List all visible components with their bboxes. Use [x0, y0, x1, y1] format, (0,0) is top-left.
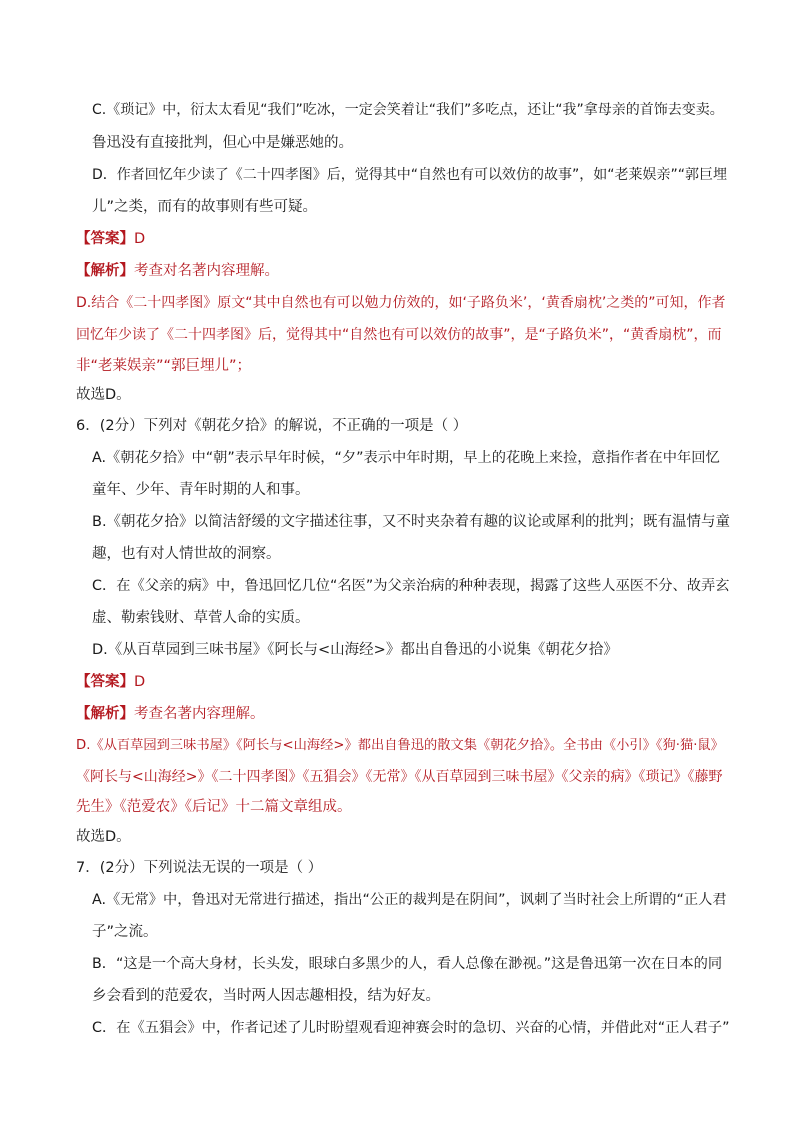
q6-option-b-line2: 趣，也有对人情世故的洞察。	[92, 546, 281, 562]
answer-tag: 【答案】	[76, 231, 134, 247]
q5-answer	[76, 229, 145, 249]
q5-explanation-line2: 回忆年少读了《二十四孝图》后，觉得其中“自然也有可以效仿的故事”，是“子路负米”，“黄香扇枕”，而	[76, 327, 722, 343]
q6-option-c-line2: 虚、勒索钱财、草菅人命的实质。	[92, 610, 310, 626]
q6-option-b-line1: B.《朝花夕拾》以简洁舒缓的文字描述往事，又不时夹杂着有趣的议论或犀利的批判；既有温情与童	[92, 514, 731, 530]
q5-option-c-line2: 鲁迅没有直接批判，但心中是嫌恶她的。	[92, 135, 353, 151]
q5-option-c-line1: C.《琐记》中，衍太太看见“我们”吃冰，一定会笑着让“我们”多吃点，还让“我”拿母亲的首饰去变卖。	[92, 102, 724, 118]
q7-option-b-line2: 乡会看到的范爱农，当时两人因志趣相投，结为好友。	[92, 988, 440, 1004]
q5-explanation-line1: D.结合《二十四孝图》原文“其中自然也有可以勉力仿效的，如‘子路负米’，‘黄香扇枕’之类的”可知，作者	[76, 295, 726, 311]
answer-tag: 【答案】	[76, 674, 134, 690]
answer-value: D	[134, 674, 146, 690]
q6-explanation-line2: 《阿长与<山海经>》《二十四孝图》《五猖会》《无常》《从百草园到三味书屋》《父亲的病》《琐记》《藤野	[76, 769, 723, 785]
analysis-tag: 【解析】	[76, 263, 134, 279]
q7-option-a-line1: A.《无常》中，鲁迅对无常进行描述，指出“公正的裁判是在阴间”，讽刺了当时社会上所谓的“正人君	[92, 892, 727, 908]
q6-analysis	[76, 704, 265, 724]
q6-stem: 6．(2分）下列对《朝花夕拾》的解说，不正确的一项是（ ）	[76, 418, 468, 434]
q6-option-a-line2: 童年、少年、青年时期的人和事。	[92, 482, 310, 498]
q6-explanation-line1: D.《从百草园到三味书屋》《阿长与<山海经>》都出自鲁迅的散文集《朝花夕拾》。全书由《小引》《狗·猫·鼠》	[76, 738, 724, 753]
q7-option-b-line1: B．“这是一个高大身材，长头发，眼球白多黑少的人，看人总像在渺视。”这是鲁迅第一次在日本的同	[92, 956, 723, 972]
q5-explanation-line3: 非“老莱娱亲”“郭巨埋儿”；	[76, 358, 252, 374]
q7-stem: 7．(2分）下列说法无误的一项是（ ）	[76, 860, 323, 876]
q6-explanation-line3: 先生》《范爱农》《后记》十二篇文章组成。	[76, 799, 352, 815]
q6-conclusion: 故选D。	[76, 829, 131, 845]
analysis-text: 考查对名著内容理解。	[134, 263, 279, 279]
q5-conclusion: 故选D。	[76, 387, 131, 403]
q5-option-d-line1: D．作者回忆年少读了《二十四孝图》后，觉得其中“自然也有可以效仿的故事”，如“老莱娱亲”“郭巨埋	[92, 167, 728, 183]
q6-answer	[76, 672, 145, 692]
analysis-tag: 【解析】	[76, 706, 134, 722]
analysis-text: 考查名著内容理解。	[134, 706, 265, 722]
q5-analysis	[76, 261, 279, 281]
q7-option-c-line1: C．在《五猖会》中，作者记述了儿时盼望观看迎神赛会时的急切、兴奋的心情，并借此对“正人君子”	[92, 1020, 730, 1036]
q6-option-d-line1: D.《从百草园到三味书屋》《阿长与<山海经>》都出自鲁迅的小说集《朝花夕拾》	[92, 642, 618, 658]
answer-value: D	[134, 231, 146, 247]
q6-option-a-line1: A.《朝花夕拾》中“朝”表示早年时候，“夕”表示中年时期，早上的花晚上来捡，意指作者在中年回忆	[92, 450, 720, 466]
q7-option-a-line2: 子”之流。	[92, 924, 158, 940]
q6-option-c-line1: C．在《父亲的病》中，鲁迅回忆几位“名医”为父亲治病的种种表现，揭露了这些人巫医不分、故弄玄	[92, 578, 730, 594]
q5-option-d-line2: 儿”之类，而有的故事则有些可疑。	[92, 199, 318, 215]
